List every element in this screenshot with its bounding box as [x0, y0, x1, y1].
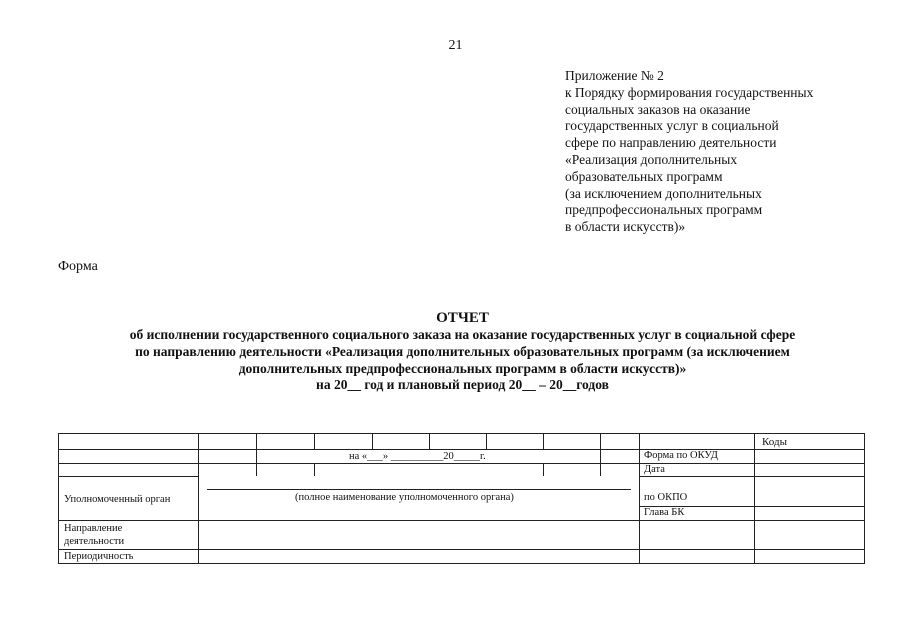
- appendix-line: социальных заказов на оказание: [565, 101, 751, 117]
- appendix-line: образовательных программ: [565, 168, 723, 184]
- report-title-main: ОТЧЕТ: [436, 310, 489, 326]
- table-row-divider: [59, 549, 864, 550]
- codes-header: Коды: [762, 436, 787, 448]
- report-title-line: дополнительных предпрофессиональных программ в области искусств)»: [238, 360, 687, 376]
- direction-label: Направление: [64, 523, 123, 534]
- periodicity-label: Периодичность: [64, 551, 134, 562]
- table-row-divider: [59, 463, 864, 464]
- authority-label: Уполномоченный орган: [64, 494, 171, 505]
- okud-label: Форма по ОКУД: [644, 450, 718, 461]
- table-col-divider: [314, 463, 315, 476]
- bk-label: Глава БК: [644, 507, 685, 518]
- table-col-divider: [600, 434, 601, 476]
- table-col-divider: [486, 434, 487, 449]
- appendix-line: Приложение № 2: [565, 68, 664, 83]
- appendix-line: (за исключением дополнительных: [565, 185, 762, 201]
- table-col-divider: [429, 434, 430, 449]
- report-title-line: об исполнении государственного социального заказа на оказание государственных услуг в социальной сфере: [129, 327, 796, 342]
- report-title: [40, 309, 885, 394]
- table-col-divider: [754, 434, 755, 563]
- report-title-line: на 20__ год и плановый период 20__ – 20__годов: [316, 377, 609, 393]
- report-header-table: [58, 433, 865, 564]
- appendix-line: в области искусств)»: [565, 219, 686, 235]
- appendix-block: [565, 68, 865, 236]
- appendix-line: государственных услуг в социальной: [565, 118, 779, 134]
- report-date-line: на «___» __________20_____г.: [349, 451, 486, 462]
- table-col-divider: [256, 434, 257, 476]
- authority-underline: [207, 489, 631, 490]
- table-col-divider: [372, 434, 373, 449]
- page-number: 21: [448, 38, 463, 53]
- table-row-divider: [639, 476, 864, 477]
- appendix-line: предпрофессиональных программ: [565, 202, 763, 218]
- table-col-divider: [198, 434, 199, 563]
- date-label: Дата: [644, 464, 665, 475]
- form-label: Форма: [58, 259, 98, 274]
- table-col-divider: [543, 463, 544, 476]
- table-row-divider: [59, 520, 864, 521]
- appendix-line: сфере по направлению деятельности: [565, 135, 777, 151]
- appendix-line: к Порядку формирования государственных: [565, 84, 814, 100]
- okpo-label: по ОКПО: [644, 492, 688, 503]
- table-row-divider: [59, 476, 198, 477]
- table-col-divider: [314, 434, 315, 449]
- table-col-divider: [639, 434, 640, 563]
- appendix-line: «Реализация дополнительных: [565, 151, 738, 167]
- direction-label: деятельности: [64, 536, 125, 547]
- table-col-divider: [543, 434, 544, 449]
- authority-caption: (полное наименование уполномоченного органа): [295, 492, 514, 503]
- table-row-divider: [59, 449, 864, 450]
- report-title-line: по направлению деятельности «Реализация дополнительных образовательных программ (за исключением: [135, 343, 790, 359]
